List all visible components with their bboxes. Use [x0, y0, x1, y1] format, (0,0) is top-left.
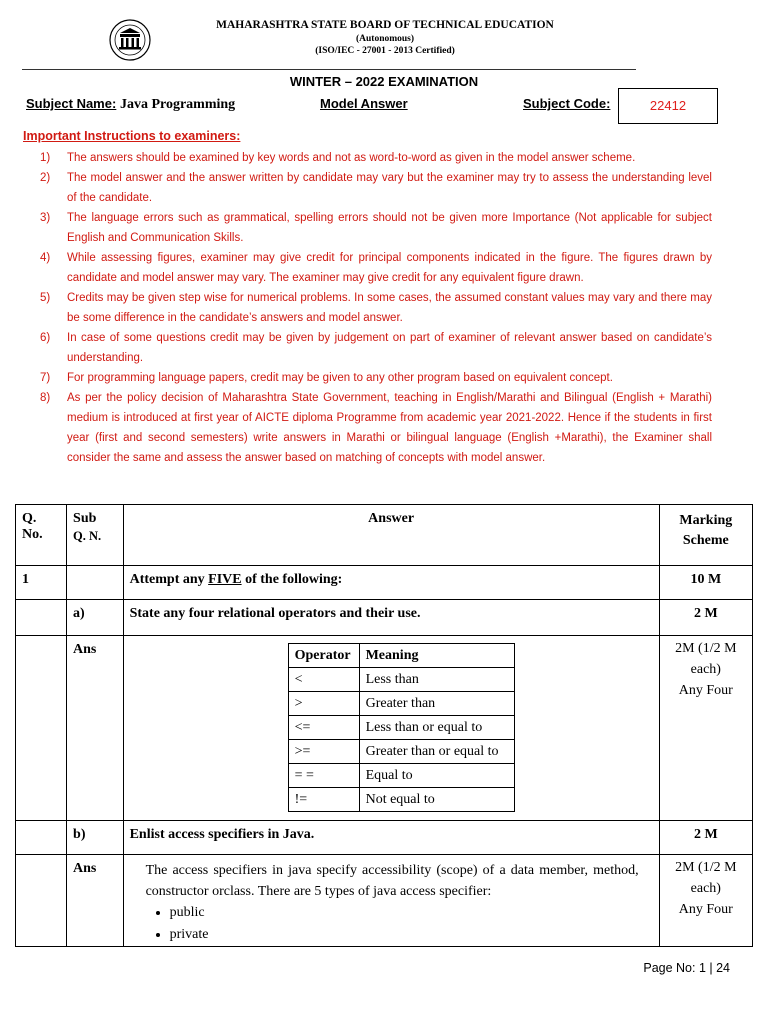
table-row: [16, 566, 753, 600]
col-answer: Answer: [123, 505, 659, 566]
table-header-row: [16, 505, 753, 566]
q1-sub: [67, 566, 124, 600]
instructions-heading: Important Instructions to examiners:: [23, 129, 241, 143]
qb-scheme: 2M (1/2 M each) Any Four: [659, 855, 752, 947]
subject-code-label: Subject Code:: [523, 96, 611, 111]
subject-name: [26, 96, 235, 113]
instructions-list: [40, 148, 712, 468]
col-sub-qn: Sub Q. N.: [67, 505, 124, 566]
instruction-item: 2) The model answer and the answer written by candidate may vary but the examiner may try to assess the understanding level of the candidate.: [40, 172, 712, 204]
instruction-item: 1) The answers should be examined by key words and not as word-to-word as given in the model answer scheme.: [40, 152, 636, 164]
table-row: [16, 855, 753, 947]
list-item: • public: [170, 902, 639, 924]
qb-ans-label: Ans: [67, 855, 124, 947]
instruction-item: 8) As per the policy decision of Maharashtra State Government, teaching in English/Marathi and Bilingual (English + Marathi) medium is introduced at first year of AICTE diploma Programme from academic year 2021-2022. Hence if the students in first year (first and second semesters) write answers in Marathi or bilingual language (English +Marathi), the Examiner shall consider the same and assess the answer based on matching of concepts with model answer.: [40, 392, 712, 464]
subject-row: [26, 95, 746, 125]
operator-row: = = Equal to: [288, 764, 514, 788]
model-answer-label: Model Answer: [320, 96, 408, 111]
qb-sub: b): [67, 821, 124, 855]
operators-table: [288, 643, 515, 812]
qa-marks: 2 M: [659, 600, 752, 636]
instruction-item: 3) The language errors such as grammatical, spelling errors should not be given more Importance (Not applicable for subject English and Communication Skills.: [40, 212, 712, 244]
instruction-item: 5) Credits may be given step wise for numerical problems. In some cases, the assumed constant values may vary and there may be some difference in the candidate’s answers and model answer.: [40, 292, 712, 324]
qa-answer: [123, 636, 659, 821]
q1-marks: 10 M: [659, 566, 752, 600]
qb-marks: 2 M: [659, 821, 752, 855]
subject-name-value: Java Programming: [119, 97, 236, 112]
autonomous-label: (Autonomous): [355, 34, 415, 44]
col-marking-scheme: Marking Scheme: [659, 505, 752, 566]
header-divider: [22, 69, 636, 70]
qa-ans-label: Ans: [67, 636, 124, 821]
qa-question: State any four relational operators and their use.: [123, 600, 659, 636]
qb-question: Enlist access specifiers in Java.: [123, 821, 659, 855]
answer-table: [15, 504, 753, 947]
table-row: [16, 600, 753, 636]
qa-scheme: 2M (1/2 M each) Any Four: [659, 636, 752, 821]
col-q-no: Q. No.: [16, 505, 67, 566]
table-row: [16, 636, 753, 821]
access-specifier-list: [146, 902, 639, 946]
table-row: [16, 821, 753, 855]
qb-answer: [123, 855, 659, 947]
msbte-logo-icon: [108, 18, 152, 62]
subject-name-label: Subject Name:: [26, 96, 117, 111]
operator-row: != Not equal to: [288, 788, 514, 812]
certification-label: (ISO/IEC - 27001 - 2013 Certified): [315, 46, 455, 56]
operators-header-row: Operator Meaning: [288, 644, 514, 668]
instruction-item: 6) In case of some questions credit may be given by judgement on part of examiner of relevant answer based on candidate’s understanding.: [40, 332, 712, 364]
subject-code-box: 22412: [618, 88, 718, 124]
board-header: [150, 18, 620, 57]
page-number: Page No: 1 | 24: [643, 961, 730, 975]
qb-answer-text: The access specifiers in java specify accessibility (scope) of a data member, method, constructor orclass. There are 5 types of java access specifier:: [145, 863, 639, 899]
operator-row: > Greater than: [288, 692, 514, 716]
q1-number: 1: [16, 566, 67, 600]
instruction-item: 4) While assessing figures, examiner may give credit for principal components indicated in the figure. The figures drawn by candidate and model answer may vary. The examiner may give credit for any equivalent figure drawn.: [40, 252, 712, 284]
exam-title: WINTER – 2022 EXAMINATION: [289, 74, 479, 89]
board-name: MAHARASHTRA STATE BOARD OF TECHNICAL EDUCATION: [216, 19, 554, 31]
operator-row: <= Less than or equal to: [288, 716, 514, 740]
operator-row: >= Greater than or equal to: [288, 740, 514, 764]
instruction-item: 7) For programming language papers, credit may be given to any other program based on equivalent concept.: [40, 372, 613, 384]
operator-row: < Less than: [288, 668, 514, 692]
list-item: • private: [170, 924, 639, 946]
qa-sub: a): [67, 600, 124, 636]
q1-question: Attempt any FIVE of the following:: [123, 566, 659, 600]
